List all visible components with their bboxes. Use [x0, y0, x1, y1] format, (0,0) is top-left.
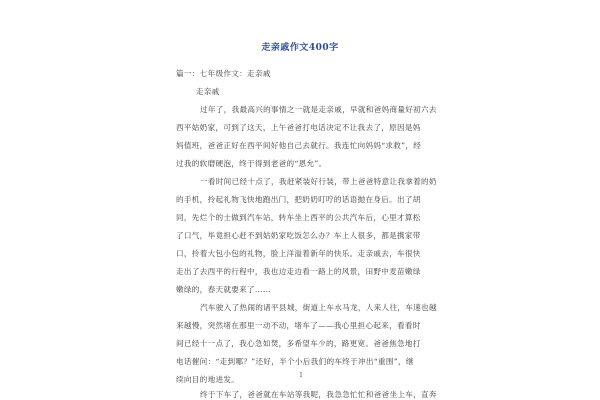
text-line: 间已经十一点了，我心急如焚，多希望车少的，路更宽。爸爸焦急地打 — [176, 339, 421, 348]
text-line: 汽车驶入了热闹的诸平县城，街道上车水马龙，人来人往，车速也越 — [200, 303, 437, 312]
text-line: 西平姑奶家，可到了这天，上午爸爸打电话决定不让我去了，原因是妈 — [176, 123, 421, 132]
essay-title: 走亲戚 — [196, 87, 220, 96]
text-line: 终于下车了，爸爸就在车站等我呢，我急急忙忙和爸爸坐上车，直奔 — [200, 390, 437, 399]
text-line: 口，拎着大包小包的礼物，脸上洋溢着新年的快乐。走亲戚去，车很快 — [176, 249, 421, 258]
text-line: 过我的软磨硬泡，终于得到老爸的“恩允”。 — [176, 159, 327, 168]
text-line: 一看时间已经十点了，我赶紧装好行装，带上爸爸特意让我拿着的奶 — [200, 177, 437, 186]
text-line: 嫩绿的，春天就要来了…… — [176, 285, 271, 294]
text-line: 了口气，毕竟担心赶不到姑奶家吃饭怎么办？车上人很多，都是携家带 — [176, 231, 421, 240]
text-line: 续向目的地进发。 — [176, 375, 240, 384]
text-line: 来越慢，突然堵在那里一动不动，堵车了——我心里担心起来，看看时 — [176, 321, 421, 330]
text-line: 过年了，我最高兴的事情之一就是走亲戚，早就和爸妈商量好初六去 — [200, 105, 437, 114]
text-line: 妈值班，爸爸正好在西平间好他自己去就行。我连忙向妈妈“求救”，经 — [176, 141, 422, 150]
text-line: 同，先烂个的士做到汽车站，转车坐上西平的公共汽车后，心里才算松 — [176, 213, 421, 222]
page-number: 1 — [299, 372, 303, 379]
document-title: 走亲戚作文400字 — [261, 43, 339, 53]
section-heading: 篇一：七年级作文：走亲戚 — [176, 69, 271, 78]
text-line: 电话催问：“走到哪？”还好，半个小后我们的车终于冲出“重围”，继 — [176, 357, 414, 366]
text-line: 的手机，拎起礼物飞快地跑出门，把奶奶叮咛的话语抛在身后。出了胡 — [176, 195, 421, 204]
text-line: 走出了去西平的行程中，我也边走边看一路上的风景，田野中麦苗嫩绿 — [176, 267, 421, 276]
